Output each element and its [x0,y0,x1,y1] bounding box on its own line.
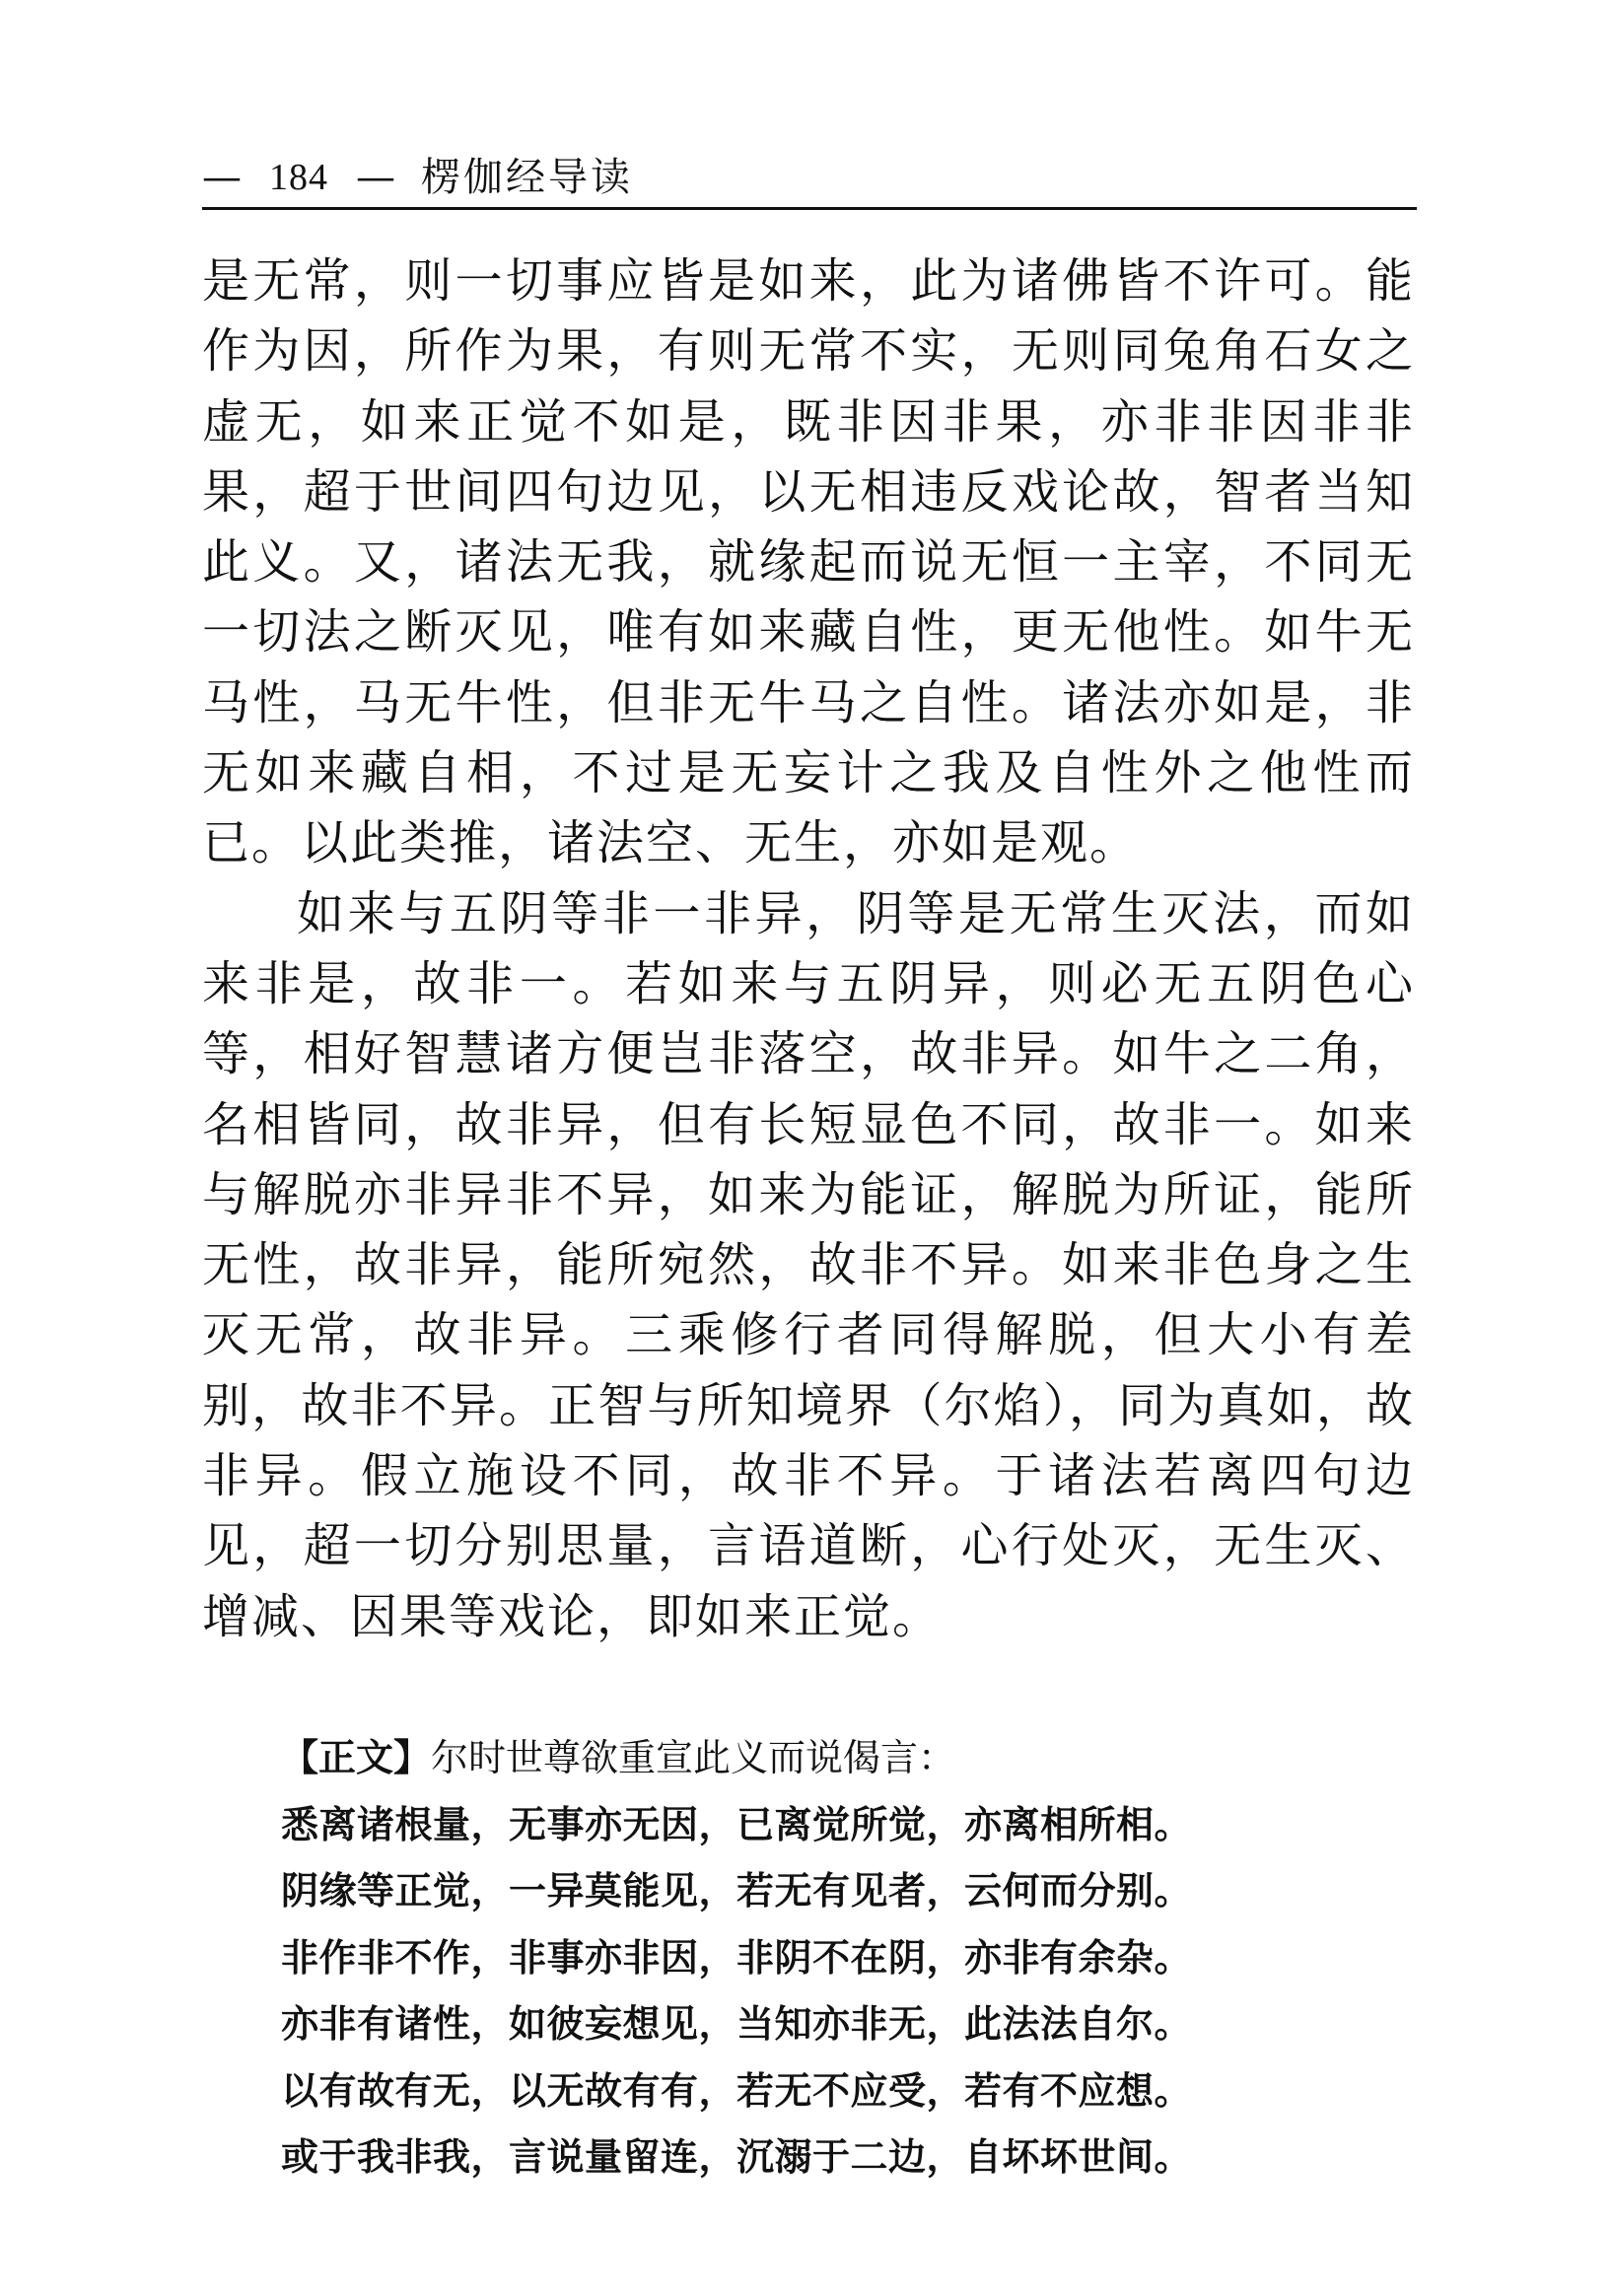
zhengwen-label: 【正文】 [281,1736,432,1779]
zhengwen-intro: 尔时世尊欲重宣此义而说偈言： [431,1736,956,1779]
page-number: 184 [269,157,328,198]
paragraph-2: 如来与五阴等非一非异，阴等是无常生灭法，而如来非是，故非一。若如来与五阴异，则必无五阴色心等，相好智慧诸方便岂非落空，故非异。如牛之二角，名相皆同，故非异，但有长短显色不同，故非一。如来与解脱亦非异非不异，如来为能证，解脱为所证，能所无性，故非异，能所宛然，故非不异。如来非色身之生灭无常，故非异。三乘修行者同得解脱，但大小有差别，故非不异。正智与所知境界（尔焰），同为真如，故非异。假立施设不同，故非不异。于诸法若离四句边见，超一切分别思量，言语道断，心行处灭，无生灭、增减、因果等戏论，即如来正觉。 [202,885,1415,1644]
header-rule [202,207,1417,210]
zhengwen-intro-line [281,1725,1415,1792]
zhengwen-section [281,1725,1415,2192]
header-dash-right: — [356,155,395,200]
running-header [202,148,1415,207]
verse-line-2: 阴缘等正觉，一异莫能见，若无有见者，云何而分别。 [281,1869,1193,1913]
verse-line-5: 以有故有无，以无故有有，若无不应受，若有不应想。 [281,2068,1193,2113]
commentary-text [202,246,1415,1652]
verse-line-6: 或于我非我，言说量留连，沉溺于二边，自坏坏世间。 [281,2135,1193,2179]
book-title: 楞伽经导读 [421,155,633,200]
paragraph-1: 是无常，则一切事应皆是如来，此为诸佛皆不许可。能作为因，所作为果，有则无常不实，无则同兔角石女之虚无，如来正觉不如是，既非因非果，亦非非因非非果，超于世间四句边见，以无相违反戏论故，智者当知此义。又，诸法无我，就缘起而说无恒一主宰，不同无一切法之断灭见，唯有如来藏自性，更无他性。如牛无马性，马无牛性，但非无牛马之自性。诸法亦如是，非无如来藏自相，不过是无妄计之我及自性外之他性而已。以此类推，诸法空、无生，亦如是观。 [202,253,1415,871]
verse-line-1: 悉离诸根量，无事亦无因，已离觉所觉，亦离相所相。 [281,1802,1193,1846]
verse-line-3: 非作非不作，非事亦非因，非阴不在阴，亦非有余杂。 [281,1935,1193,1980]
header-dash-left: — [202,155,242,200]
verse-line-4: 亦非有诸性，如彼妄想见，当知亦非无，此法法自尔。 [281,2002,1193,2046]
